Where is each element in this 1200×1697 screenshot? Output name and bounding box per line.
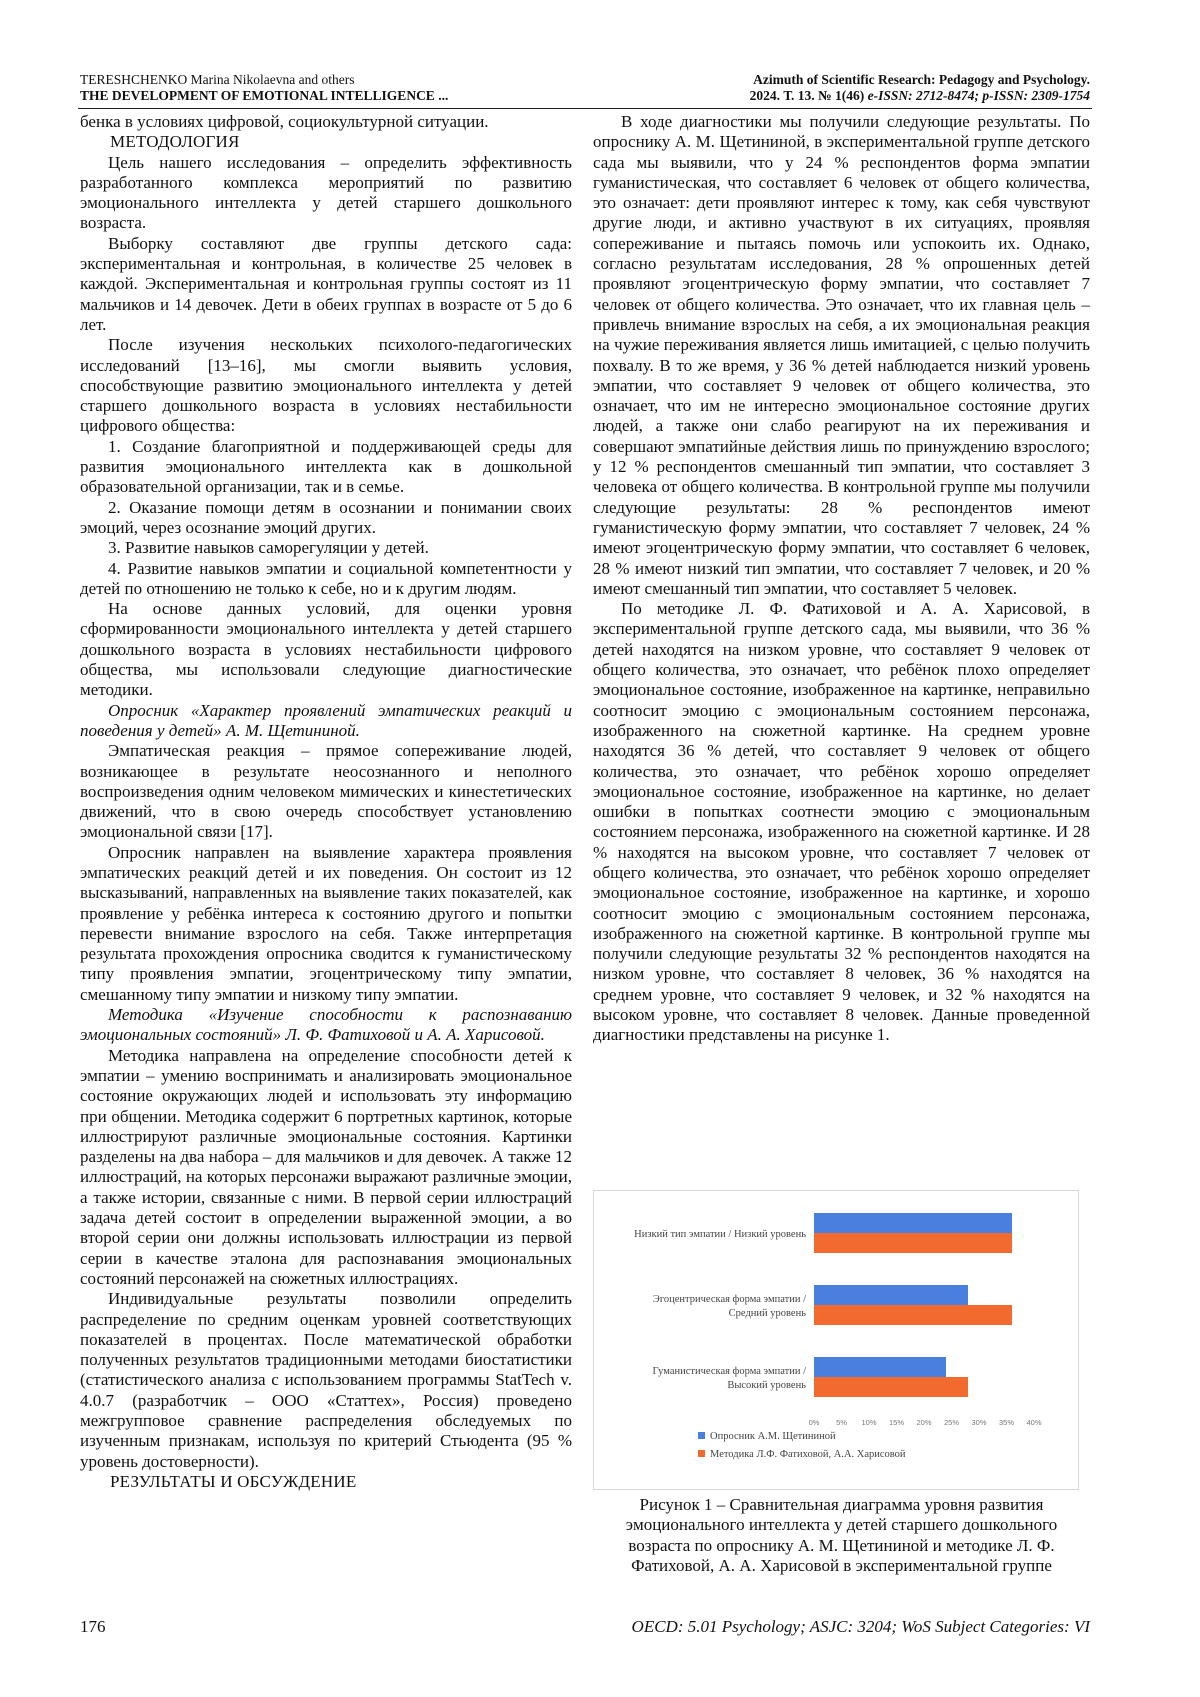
x-tick-label: 10% (861, 1418, 877, 1427)
paragraph: После изучения нескольких психолого-педагогических исследований [13–16], мы смогли выявить условия, способствующие развитию эмоционального интеллекта у детей старшего дошкольного возраста в условиях нестабильности цифрового общества: (80, 335, 572, 436)
legend-label: Методика Л.Ф. Фатиховой, А.А. Харисовой (710, 1449, 906, 1460)
section-heading-results: РЕЗУЛЬТАТЫ И ОБСУЖДЕНИЕ (110, 1471, 357, 1491)
legend-swatch (698, 1432, 705, 1439)
left-column (80, 112, 572, 1492)
bar-3-series-2 (814, 1377, 968, 1397)
x-tick-label: 35% (998, 1418, 1015, 1427)
page-number: 176 (80, 1617, 106, 1636)
paragraph: бенка в условиях цифровой, социокультурной ситуации. (80, 112, 489, 131)
paragraph: Опросник направлен на выявление характера проявления эмпатических реакций детей и их поведения. Он состоит из 12 высказываний, направленных на выявление таких показателей, как проявление у ребёнка интереса к состоянию другого и попытки перевести внимание взрослого на себя. Также интерпретация результата прохождения опросника сводится к гуманистическому типу проявления эмпатии, эгоцентрическому типу эмпатии, смешанному типу эмпатии и низкому типу эмпатии. (80, 842, 572, 1004)
bar-3-series-1 (814, 1357, 946, 1377)
header-journal: Azimuth of Scientific Research: Pedagogy and Psychology. (753, 72, 1090, 87)
paragraph: Методика направлена на определение способности детей к эмпатии – умению воспринимать и анализировать эмоциональное состояние окружающих людей и использовать эту информацию при общении. Методика содержит 6 портретных картинок, которые иллюстрируют различные эмоциональные состояния. Картинки разделены на два набора – для мальчиков и для девочек. А также 12 иллюстраций, на которых персонажи выражают различные эмоции, а также истории, связанные с ними. В первой серии иллюстраций задача детей состоит в определении выраженной эмоции, а во второй серии они должны использовать иллюстрации из первой серии в качестве эталона для распознавания эмоциональных состояний персонажей на сюжетных иллюстрациях. (80, 1045, 572, 1288)
header-issue (620, 88, 1090, 104)
section-heading-methodology: МЕТОДОЛОГИЯ (110, 132, 240, 152)
category-label: Высокий уровень (727, 1380, 806, 1391)
x-tick-label: 40% (1026, 1418, 1042, 1427)
list-item: 3. Развитие навыков саморегуляции у детей. (108, 538, 429, 558)
header-rule (78, 108, 1092, 109)
header-title: THE DEVELOPMENT OF EMOTIONAL INTELLIGENCE ... (80, 88, 449, 103)
method-title: Методика «Изучение способности к распознаванию эмоциональных состояний» Л. Ф. Фатиховой и А. А. Харисовой. (80, 1005, 572, 1045)
bar-chart-svg (594, 1191, 1078, 1489)
bar-2-series-2 (814, 1305, 1012, 1325)
paragraph: Эмпатическая реакция – прямое сопереживание людей, возникающее в результате неосознанного и неполного воспроизведения одним человеком мимических и кинестетических движений, что в свою очередь способствует установлению эмоциональной связи [17]. (80, 741, 572, 842)
header-issn: e-ISSN: 2712-8474; p-ISSN: 2309-1754 (867, 88, 1090, 103)
x-tick-label: 25% (943, 1418, 960, 1427)
x-tick-label: 5% (836, 1418, 847, 1427)
figure-caption: Рисунок 1 – Сравнительная диаграмма уровня развития эмоционального интеллекта у детей старшего дошкольного возраста по опроснику А. М. Щетининой и методике Л. Ф. Фатиховой, А. А. Харисовой в экспериментальной группе (625, 1495, 1058, 1575)
method-title: Опросник «Характер проявлений эмпатических реакций и поведения у детей» А. М. Щетининой. (80, 700, 572, 740)
right-column (593, 112, 1090, 1046)
list-item: 2. Оказание помощи детям в осознании и понимании своих эмоций, через осознание эмоций других. (80, 497, 572, 537)
x-tick-label: 0% (808, 1418, 820, 1427)
paragraph: Индивидуальные результаты позволили определить распределение по средним оценкам уровней соответствующих показателей в процентах. После математической обработки полученных результатов традиционными методами биостатистики (статистического анализа с использованием программы StatTech v. 4.0.7 (разработчик – ООО «Статтех», Россия) проведено межгрупповое сравнение распределения обследуемых по изученным признакам, используя по критерий Стьюдента (95 % уровень достоверности). (80, 1289, 572, 1471)
list-item: 4. Развитие навыков эмпатии и социальной компетентности у детей по отношению не только к себе, но и к другим людям. (80, 558, 572, 598)
paragraph: Цель нашего исследования – определить эффективность разработанного комплекса мероприятий по развитию эмоционального интеллекта у детей старшего дошкольного возраста. (80, 152, 572, 233)
x-tick-label: 15% (888, 1418, 905, 1427)
list-item: 1. Создание благоприятной и поддерживающей среды для развития эмоционального интеллекта как в дошкольной образовательной организации, так и в семье. (80, 436, 572, 497)
legend-label: Опросник А.М. Щетининой (710, 1431, 836, 1442)
bar-1-series-2 (814, 1233, 1012, 1253)
paragraph: Выборку составляют две группы детского сада: экспериментальная и контрольная, в количестве 25 человек в каждой. Экспериментальная и контрольная группы состоят из 11 мальчиков и 14 девочек. Дети в обеих группах в возрасте от 5 до 6 лет. (80, 233, 572, 334)
footer-classification: OECD: 5.01 Psychology; ASJC: 3204; WoS Subject Categories: VI (631, 1617, 1090, 1636)
figure-1-chart (593, 1190, 1079, 1490)
bar-2-series-1 (814, 1285, 968, 1305)
category-label: Гуманистическая форма эмпатии / (652, 1366, 806, 1377)
header-authors: TERESHCHENKO Marina Nikolaevna and others (80, 72, 355, 87)
running-header-right (620, 72, 1090, 104)
category-label: Эгоцентрическая форма эмпатии / (652, 1294, 806, 1305)
header-volume: 2024. Т. 13. № 1(46) (749, 88, 865, 103)
paragraph: В ходе диагностики мы получили следующие результаты. По опроснику А. М. Щетининой, в экспериментальной группе детского сада мы выявили, что у 24 % респондентов форма эмпатии гуманистическая, что составляет 6 человек от общего количества, это означает: дети проявляют интерес к тому, как себя чувствуют другие люди, и активно участвуют в их ситуациях, проявляя сопереживание и пытаясь помочь или успокоить их. Однако, согласно результатам исследования, 28 % опрошенных детей проявляют эгоцентрическую форму эмпатии, что составляет 7 человек от общего количества. Это означает, что их главная цель – привлечь внимание взрослых на себя, а их эмоциональная реакция на чужие переживания является лишь имитацией, с целью получить похвалу. В то же время, у 36 % детей наблюдается низкий уровень эмпатии, что составляет 9 человек от общего количества, это означает, что им не интересно эмоциональное состояние других людей, а также они слабо реагируют на их переживания и совершают эмпатийные действия лишь по принуждению взрослого; у 12 % респондентов смешанный тип эмпатии, что составляет 3 человека от общего количества. В контрольной группе мы получили следующие результаты: 28 % респондентов имеют гуманистическую форму эмпатии, что составляет 7 человек, 24 % имеют эгоцентрическую форму эмпатии, что составляет 6 человек, 28 % имеют низкий тип эмпатии, что составляет 7 человек, и 20 % имеют смешанный тип эмпатии, что составляет 5 человек. (593, 112, 1090, 598)
paragraph: На основе данных условий, для оценки уровня сформированности эмоционального интеллекта у детей старшего дошкольного возраста в условиях нестабильности цифрового общества, мы использовали следующие диагностические методики. (80, 599, 572, 700)
bar-1-series-1 (814, 1213, 1012, 1233)
category-label: Низкий тип эмпатии / Низкий уровень (634, 1229, 806, 1240)
x-tick-label: 30% (971, 1418, 987, 1427)
paragraph: По методике Л. Ф. Фатиховой и А. А. Харисовой, в экспериментальной группе детского сада, мы выявили, что 36 % детей находятся на низком уровне, что составляет 9 человек от общего количества, это означает, что ребёнок плохо определяет эмоциональное состояние, изображенное на картинке, неправильно соотносит эмоцию с эмоциональным состоянием персонажа, изображенного на сюжетной картинке. На среднем уровне находятся 36 % детей, что составляет 9 человек от общего количества, это означает, что ребёнок хорошо определяет эмоциональное состояние, изображенное на картинке, но делает ошибки в попытках соотнести эмоцию с эмоциональным состоянием персонажа, изображенного на сюжетной картинке. И 28 % находятся на высоком уровне, что составляет 7 человек от общего количества, это означает, что ребёнок хорошо определяет эмоциональное состояние, изображенное на картинке, и хорошо соотносит эмоцию с эмоциональным состоянием персонажа, изображенного на сюжетной картинке. В контрольной группе мы получили следующие результаты 32 % респондентов находятся на низком уровне, что составляет 8 человек, 36 % находятся на среднем уровне, что составляет 9 человек, и 32 % находятся на высоком уровне, что составляет 8 человек. Данные проведенной диагностики представлены на рисунке 1. (593, 599, 1090, 1045)
running-header-left (80, 72, 600, 104)
legend-swatch (698, 1450, 705, 1457)
category-label: Средний уровень (728, 1308, 806, 1319)
x-tick-label: 20% (916, 1418, 932, 1427)
